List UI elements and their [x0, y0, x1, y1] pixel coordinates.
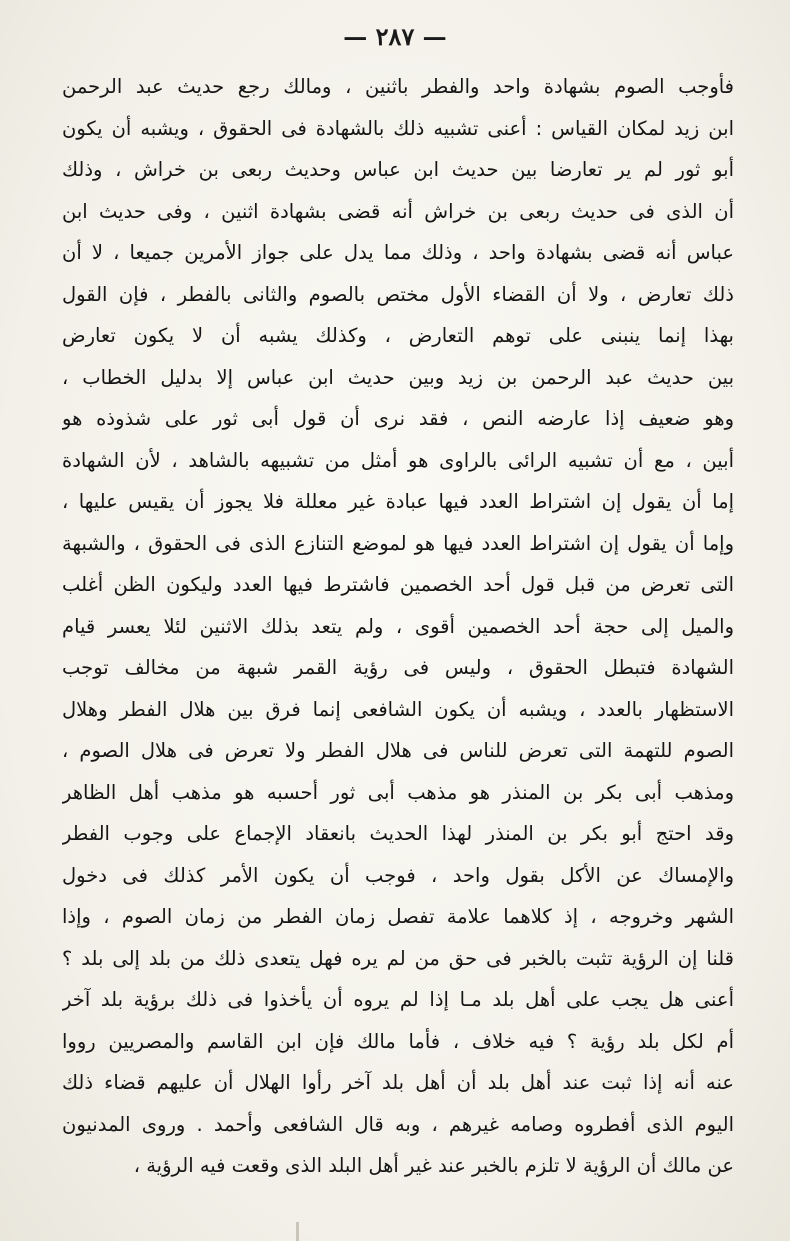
text-line: عنه أنه إذا ثبت عند أهل بلد أن أهل بلد آخر رأوا الهلال أن عليهم قضاء ذلك — [62, 1071, 734, 1094]
text-line: الصوم للتهمة التى تعرض للناس فى هلال الفطر ولا تعرض فى هلال الصوم ، — [62, 739, 734, 762]
text-line: الاستظهار بالعدد ، ويشبه أن يكون الشافعى إنما فرق بين هلال الفطر وهلال — [62, 697, 734, 721]
text-line: بهذا إنما ينبنى على توهم التعارض ، وكذلك يشبه أن لا يكون تعارض — [62, 324, 734, 347]
body-text — [62, 66, 734, 1187]
text-line: والميل إلى حجة أحد الخصمين أقوى ، ولم يتعد بذلك الاثنين لئلا يعسر قيام — [62, 614, 734, 638]
page-number: — ٢٨٧ — — [343, 22, 447, 51]
text-line: بين حديث عبد الرحمن بن زيد وبين حديث ابن عباس إلا بدليل الخطاب ، — [62, 365, 734, 389]
text-line: ذلك تعارض ، ولا أن القضاء الأول مختص بالصوم والثانى بالفطر ، فإن القول — [62, 282, 734, 306]
text-line: أبين ، مع أن تشبيه الرائى بالراوى هو أمثل من تشبيهه بالشاهد ، لأن الشهادة — [62, 448, 734, 472]
text-line: قلنا إن الرؤية تثبت بالخبر فى حق من لم يره فهل يتعدى ذلك من بلد إلى بلد ؟ — [62, 946, 734, 970]
scan-mark — [296, 1222, 299, 1241]
text-line: وقد احتج أبو بكر بن المنذر لهذا الحديث بانعقاد الإجماع على وجوب الفطر — [62, 822, 734, 845]
text-line: إما أن يقول إن اشتراط العدد فيها عبادة غير معللة فلا يجوز أن يقيس عليها ، — [62, 490, 734, 513]
text-line: عن مالك أن الرؤية لا تلزم بالخبر عند غير أهل البلد الذى وقعت فيه الرؤية ، — [133, 1154, 734, 1177]
text-line: الشهادة فتبطل الحقوق ، وليس فى رؤية القمر شبهة من مخالف توجب — [62, 656, 734, 679]
text-line: فأوجب الصوم بشهادة واحد والفطر باثنين ، ومالك رجع حديث عبد الرحمن — [62, 75, 734, 98]
text-line: أن الذى فى حديث ربعى بن خراش أنه قضى بشهادة اثنين ، وفى حديث ابن — [62, 199, 734, 223]
text-line: اليوم الذى أفطروه وصامه غيرهم ، وبه قال الشافعى وأحمد . وروى المدنيون — [62, 1112, 734, 1136]
text-line: أعنى هل يجب على أهل بلد مـا إذا لم يروه أن يأخذوا فى ذلك برؤية بلد آخر — [62, 988, 734, 1011]
text-line: وهو ضعيف إذا عارضه النص ، فقد نرى أن قول أبى ثور على شذوذه هو — [62, 407, 734, 430]
text-line: أم لكل بلد رؤية ؟ فيه خلاف ، فأما مالك فإن ابن القاسم والمصريين رووا — [62, 1029, 734, 1053]
text-line: التى تعرض من قبل قول أحد الخصمين فاشترط فيها العدد وليكون الظن أغلب — [62, 573, 734, 596]
text-line: والإمساك عن الأكل بقول واحد ، فوجب أن يكون الأمر كذلك فى دخول — [62, 863, 734, 887]
text-line: أبو ثور لم ير تعارضا بين حديث ابن عباس وحديث ربعى بن خراش ، وذلك — [62, 158, 734, 181]
text-line: عباس أنه قضى بشهادة واحد ، وذلك مما يدل على جواز الأمرين جميعا ، لا أن — [62, 241, 734, 264]
text-line: ومذهب أبى بكر بن المنذر هو مذهب أبى ثور أحسبه هو مذهب أهل الظاهر — [62, 780, 734, 804]
text-line: الشهر وخروجه ، إذ كلاهما علامة تفصل زمان الفطر من زمان الصوم ، وإذا — [62, 905, 734, 928]
text-line: ابن زيد لمكان القياس : أعنى تشبيه ذلك بالشهادة فى الحقوق ، ويشبه أن يكون — [62, 116, 734, 140]
text-line: وإما أن يقول إن اشتراط العدد فيها هو لموضع التنازع الذى فى الحقوق ، والشبهة — [62, 531, 734, 555]
